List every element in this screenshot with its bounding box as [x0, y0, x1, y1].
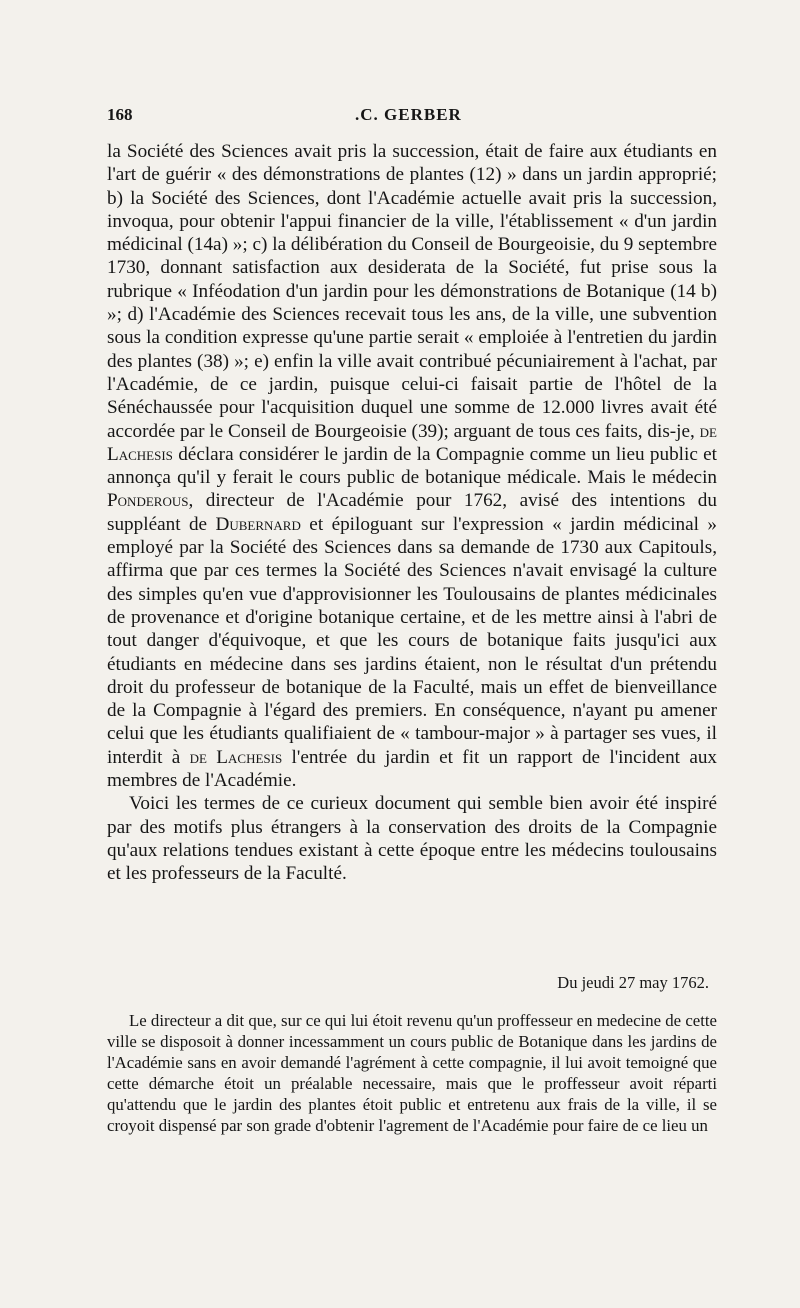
paragraph-2: Voici les termes de ce curieux document qui semble bien avoir été inspiré par des motifs plus étrangers à la conservation des droits de la Compagnie qu'aux relations tendues existant à cette époque entre les médecins toulousains et les professeurs de la Faculté.	[107, 793, 717, 885]
person-name-lachesis: de Lachesis	[107, 420, 717, 465]
quoted-paragraph: Le directeur a dit que, sur ce qui lui étoit revenu qu'un proffesseur en medecine de cette ville se disposoit à donner incessamment un cours public de Botanique dans les jardins de l'Académie sans en avoir demandé l'agrément à cette compagnie, il lui avoit temoigné que cette démarche étoit un préalable necessaire, mais que le proffesseur avoit réparti qu'attendu que le jardin des plantes étoit public et entretenu aux frais de la ville, il se croyoit dispensé par son grade d'obtenir l'agrement de l'Académie pour faire de ce lieu un	[107, 1011, 717, 1135]
person-name-ponderous: Ponderous	[107, 490, 189, 512]
paragraph-1-text-b: déclara considérer le jardin de la Compagnie comme un lieu public et annonça qu'il y ferait le cours public de botanique médicale. Mais le médecin	[107, 443, 717, 489]
paragraph-1-text-c: , directeur de l'Académie pour 1762, avisé des intentions du suppléant de	[107, 490, 717, 535]
person-name-lachesis-2: de Lachesis	[189, 746, 283, 768]
running-head: .C. GERBER	[355, 105, 462, 124]
person-name-dubernard: Dubernard	[215, 513, 301, 535]
paragraph-1-text-d: et épiloguant sur l'expression « jardin médicinal » employé par la Société des Sciences dans sa demande de 1730 aux Capitouls, affirma que par ces termes la Société des Sciences n'avait envisagé la culture des simples qu'en vue d'approvisionner les Toulousains de plantes médicinales de provenance et d'origine botanique certaine, et de les mettre ainsi à l'abri de tout danger d'équivoque, et que les cours de botanique faits jusqu'ici aux étudiants en médecine dans ses jardins étaient, non le résultat d'un prétendu droit du professeur de botanique de la Faculté, mais un effet de bienveillance de la Compagnie à l'égard des premiers. En conséquence, n'ayant pu amener celui que les étudiants qualifiaient de « tambour-major » à partager ses vues, il interdit à	[107, 513, 717, 768]
quoted-document	[107, 1010, 717, 1136]
paragraph-1	[107, 140, 717, 792]
document-date: Du jeudi 27 may 1762.	[557, 973, 709, 992]
paragraph-1-text-a: la Société des Sciences avait pris la succession, était de faire aux étudiants en l'art de guérir « des démonstrations de plantes (12) » dans un jardin approprié; b) la Société des Sciences, dont l'Académie actuelle avait pris la succession, invoqua, pour obtenir l'appui financier de la ville, l'établissement « d'un jardin médicinal (14a) »; c) la délibération du Conseil de Bourgeoisie, du 9 septembre 1730, donnant satisfaction aux desiderata de la Société, fut prise sous la rubrique « Inféodation d'un jardin pour les démonstrations de Botanique (14 b) »; d) l'Académie des Sciences recevait tous les ans, de la ville, une subvention sous la condition expresse qu'une partie serait « emploiée à l'entretien du jardin des plantes (38) »; e) enfin la ville avait contribué pécuniairement à l'achat, par l'Académie, de ce jardin, puisque celui-ci faisait partie de l'hôtel de la Sénéchaussée pour l'acquisition duquel une somme de 12.000 livres avait été accordée par le Conseil de Bourgeoisie (39); arguant de tous ces faits, dis-je,	[107, 141, 717, 442]
paragraph-1-text-e: l'entrée du jardin et fit un rapport de l'incident aux membres de l'Académie.	[107, 746, 718, 792]
body-text	[107, 140, 717, 886]
page-number: 168	[107, 105, 133, 124]
